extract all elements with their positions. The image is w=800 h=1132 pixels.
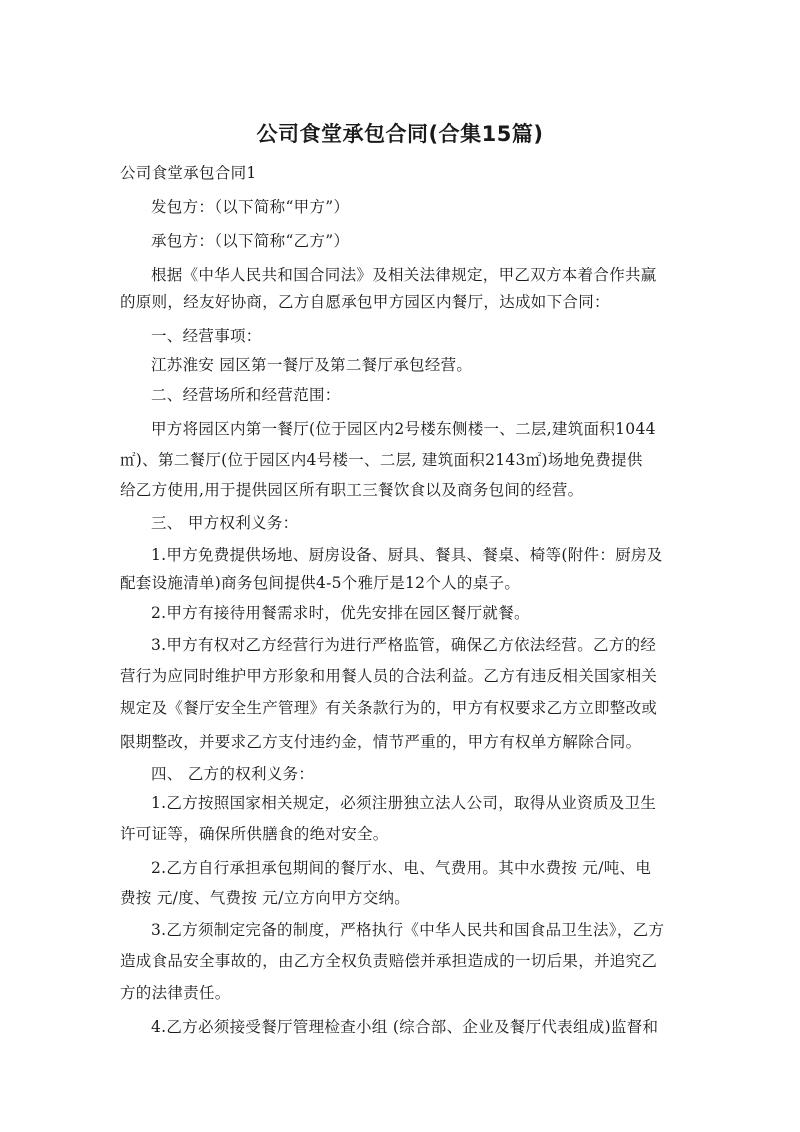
paragraph-line: 承包方：（以下简称“乙方”）	[151, 232, 350, 250]
paragraph-line: 的原则，经友好协商，乙方自愿承包甲方园区内餐厅，达成如下合同：	[120, 293, 610, 311]
clause-heading: 四、 乙方的权利义务：	[151, 765, 315, 783]
paragraph-line: 造成食品安全事故的，由乙方全权负责赔偿并承担造成的一切后果，并追究乙	[120, 952, 658, 970]
paragraph-line: 根据《中华人民共和国合同法》及相关法律规定，甲乙双方本着合作共赢	[151, 266, 657, 284]
paragraph-line: 营行为应同时维护甲方形象和用餐人员的合法利益。乙方有违反相关国家相关	[120, 667, 658, 685]
paragraph-line: 给乙方使用,用于提供园区所有职工三餐饮食以及商务包间的经营。	[120, 481, 584, 499]
paragraph-line: 2.甲方有接待用餐需求时，优先安排在园区餐厅就餐。	[151, 604, 530, 622]
paragraph-line: 方的法律责任。	[120, 984, 231, 1002]
clause-heading: 二、经营场所和经营范围：	[151, 386, 341, 404]
document-title: 公司食堂承包合同(合集15篇)	[256, 122, 544, 146]
paragraph-line: 费按 元/度、气费按 元/立方向甲方交纳。	[120, 889, 411, 907]
paragraph-line: 配套设施清单)商务包间提供4-5个雅厅是12个人的桌子。	[120, 574, 521, 592]
paragraph-line: ㎡)、第二餐厅(位于园区内4号楼一、二层, 建筑面积2143㎡)场地免费提供	[120, 451, 643, 469]
paragraph-line: 2.乙方自行承担承包期间的餐厅水、电、气费用。其中水费按 元/吨、电	[151, 859, 652, 877]
paragraph-line: 1.乙方按照国家相关规定，必须注册独立法人公司，取得从业资质及卫生	[151, 794, 657, 812]
clause-heading: 一、经营事项：	[151, 327, 262, 345]
paragraph-line: 江苏淮安 园区第一餐厅及第二餐厅承包经营。	[151, 356, 473, 374]
paragraph-line: 许可证等，确保所供膳食的绝对安全。	[120, 825, 389, 843]
clause-heading: 三、 甲方权利义务：	[151, 514, 299, 532]
paragraph-line: 3.甲方有权对乙方经营行为进行严格监管，确保乙方依法经营。乙方的经	[151, 636, 657, 654]
paragraph-line: 3.乙方须制定完备的制度，严格执行《中华人民共和国食品卫生法》，乙方	[151, 921, 665, 939]
paragraph-line: 1.甲方免费提供场地、厨房设备、厨具、餐具、餐桌、椅等(附件：厨房及	[151, 546, 663, 564]
paragraph-line: 限期整改，并要求乙方支付违约金，情节严重的，甲方有权单方解除合同。	[120, 733, 642, 751]
paragraph-line: 甲方将园区内第一餐厅(位于园区内2号楼东侧楼一、二层,建筑面积1044	[151, 420, 656, 438]
paragraph-line: 规定及《餐厅安全生产管理》有关条款行为的，甲方有权要求乙方立即整改或	[120, 699, 658, 717]
section-heading: 公司食堂承包合同1	[120, 164, 257, 182]
paragraph-line: 发包方：（以下简称“甲方”）	[151, 198, 350, 216]
paragraph-line: 4.乙方必须接受餐厅管理检查小组 (综合部、企业及餐厅代表组成)监督和	[151, 1018, 659, 1036]
